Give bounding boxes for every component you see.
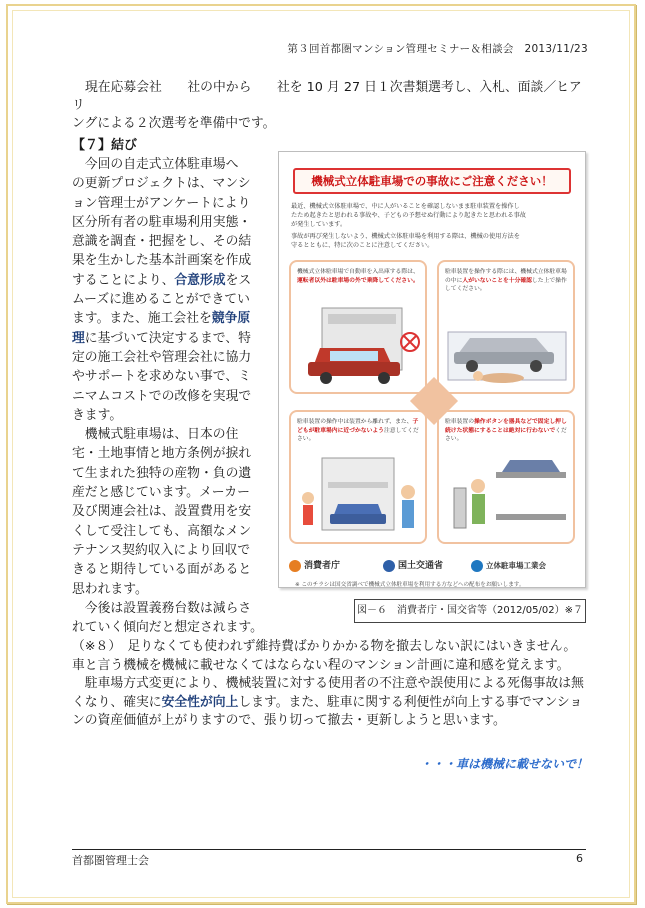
logo-parking-association: 立体駐車場工業会 bbox=[471, 560, 546, 572]
text-line: きます。 bbox=[72, 407, 123, 423]
footer-organization: 首都圏管理士会 bbox=[72, 854, 149, 867]
text-line: 車と言う機械を機械に載せなくてはならない程のマンション計画に違和感を覚えます。 bbox=[72, 657, 570, 673]
text-line: 理に基づいて決定するまで、特 bbox=[72, 330, 251, 346]
flyer-intro-line: が発生しています。 bbox=[291, 221, 347, 228]
highlight-principle: 理 bbox=[72, 330, 85, 346]
text-line: ムーズに進めることができてい bbox=[72, 292, 250, 308]
highlight-competition: 競争原 bbox=[211, 311, 251, 327]
footer-rule bbox=[72, 849, 586, 850]
child-near-garage-illustration bbox=[292, 452, 426, 542]
text-line: 思われます。 bbox=[72, 581, 148, 597]
flyer-intro-line: たため起きたと思われる事故や、子どもの予想せぬ行動により起きたと思われる事故 bbox=[291, 212, 526, 219]
text-line: 今後は設置義務台数は減らさ bbox=[72, 600, 252, 616]
text-line: やサポートを求めない事で、ミ bbox=[72, 369, 251, 385]
flyer-logos bbox=[287, 554, 577, 580]
running-header: 第３回首都圏マンション管理セミナー＆相談会 2013/11/23 bbox=[287, 43, 588, 55]
intro-paragraph bbox=[72, 79, 592, 134]
text-line: テナンス契約収入により回収で bbox=[72, 542, 251, 558]
page-number: 6 bbox=[576, 852, 583, 865]
highlight-safety: 安全性が向上 bbox=[161, 694, 239, 710]
flyer-title: 機械式立体駐車場での事故にご注意ください！ bbox=[293, 168, 571, 194]
text-line: ョン管理士がアンケートにより bbox=[72, 195, 251, 211]
figure-caption: 図－６ 消費者庁・国交省等（2012/05/02）※７ bbox=[354, 599, 586, 623]
text-line: 機械式駐車場は、日本の住 bbox=[72, 427, 239, 443]
car-in-garage-illustration bbox=[292, 300, 426, 390]
text-line: 果を生かした基本計画案を作成 bbox=[72, 253, 252, 269]
flyer-panel-1: 機械式立体駐車場で自動車を入出庫する際は、運転者以外は駐車場の外で乗降してください。 bbox=[289, 260, 427, 394]
text-line: することにより、合意形成をス bbox=[72, 272, 252, 288]
text-line: れていく傾向だと想定されます。 bbox=[72, 620, 263, 636]
text-line: 及び関連会社は、設置費用を安 bbox=[72, 504, 252, 520]
closing-paragraph bbox=[72, 638, 592, 731]
text-line: 宅・土地事情と地方条例が捩れ bbox=[72, 446, 252, 462]
operator-at-panel-illustration bbox=[440, 452, 574, 542]
closing-slogan: ・・・車は機械に載せないで！ bbox=[419, 757, 588, 771]
text-line: （※８） 足りなくても使われず維持費ばかりかかる物を撤去しない訳にはいきません。 bbox=[72, 639, 577, 654]
text-line: の更新プロジェクトは、マンシ bbox=[72, 176, 251, 192]
text-line: くなり、確実に安全性が向上します。また、駐車に関する利便性が向上する事でマンショ bbox=[72, 694, 583, 710]
flyer-panel-3: 駐車装置の操作中は装置から離れず、また、子どもが駐車場内に近づかないよう注意してください。 bbox=[289, 410, 427, 544]
text-line: 定の施工会社や管理会社に協力 bbox=[72, 349, 252, 365]
section-heading: 【７】結び bbox=[72, 138, 138, 153]
highlight-consensus: 合意形成 bbox=[174, 272, 226, 288]
conclusion-column bbox=[72, 155, 262, 637]
intro-line: 現在応募会社 社の中から 社を 10 月 27 日１次書類選考し、入札、面談／ヒアリ bbox=[72, 80, 582, 114]
text-line: 意識を調査・把握をし、その結 bbox=[72, 234, 252, 250]
person-under-car-illustration bbox=[440, 302, 574, 392]
flyer-panel-4: 駐車装置の操作ボタンを器具などで固定し押し続けた状態にすることは絶対に行わないでください。 bbox=[437, 410, 575, 544]
flyer-footnote: ※ このチラシは国交省調べで機械式立体駐車場を利用する方などへの配布をお願いします。 bbox=[295, 582, 525, 588]
flyer-intro-line: 事故が再び発生しないよう、機械式立体駐車場を利用する際は、機械の使用方法を bbox=[291, 233, 520, 240]
text-line: ニマムコストでの改修を実現で bbox=[72, 388, 252, 404]
safety-flyer-figure bbox=[278, 151, 586, 588]
flyer-intro-line: 最近、機械式立体駐車場で、中に人がいることを確認しないまま駐車装置を操作し bbox=[291, 203, 520, 210]
logo-consumer-agency: 消費者庁 bbox=[289, 558, 340, 572]
text-line: ンの資産価値が上がりますので、張り切って撤去・更新しようと思います。 bbox=[72, 713, 506, 729]
text-line: ます。また、施工会社を競争原 bbox=[72, 311, 251, 327]
logo-mlit: 国土交通省 bbox=[383, 558, 443, 572]
text-line: きると期待している面があると bbox=[72, 562, 252, 578]
flyer-panel-2: 駐車装置を操作する際には、機械式立体駐車場の中に人がいないことを十分確認した上で操作してください。 bbox=[437, 260, 575, 394]
text-line: 産だと感じています。メーカー bbox=[72, 485, 250, 501]
text-line: 今回の自走式立体駐車場へ bbox=[72, 157, 239, 172]
text-line: 駐車場方式変更により、機械装置に対する使用者の不注意や誤使用による死傷事故は無 bbox=[72, 676, 584, 692]
flyer-intro-line: 守るとともに、特に次のことに注意してください。 bbox=[291, 242, 434, 249]
text-line: くして受注しても、高額なメン bbox=[72, 523, 252, 539]
text-line: て生まれた独特の産物・負の遺 bbox=[72, 465, 252, 481]
text-line: 区分所有者の駐車場利用実態・ bbox=[72, 214, 252, 230]
intro-line: ングによる２次選考を準備中です。 bbox=[72, 116, 276, 132]
